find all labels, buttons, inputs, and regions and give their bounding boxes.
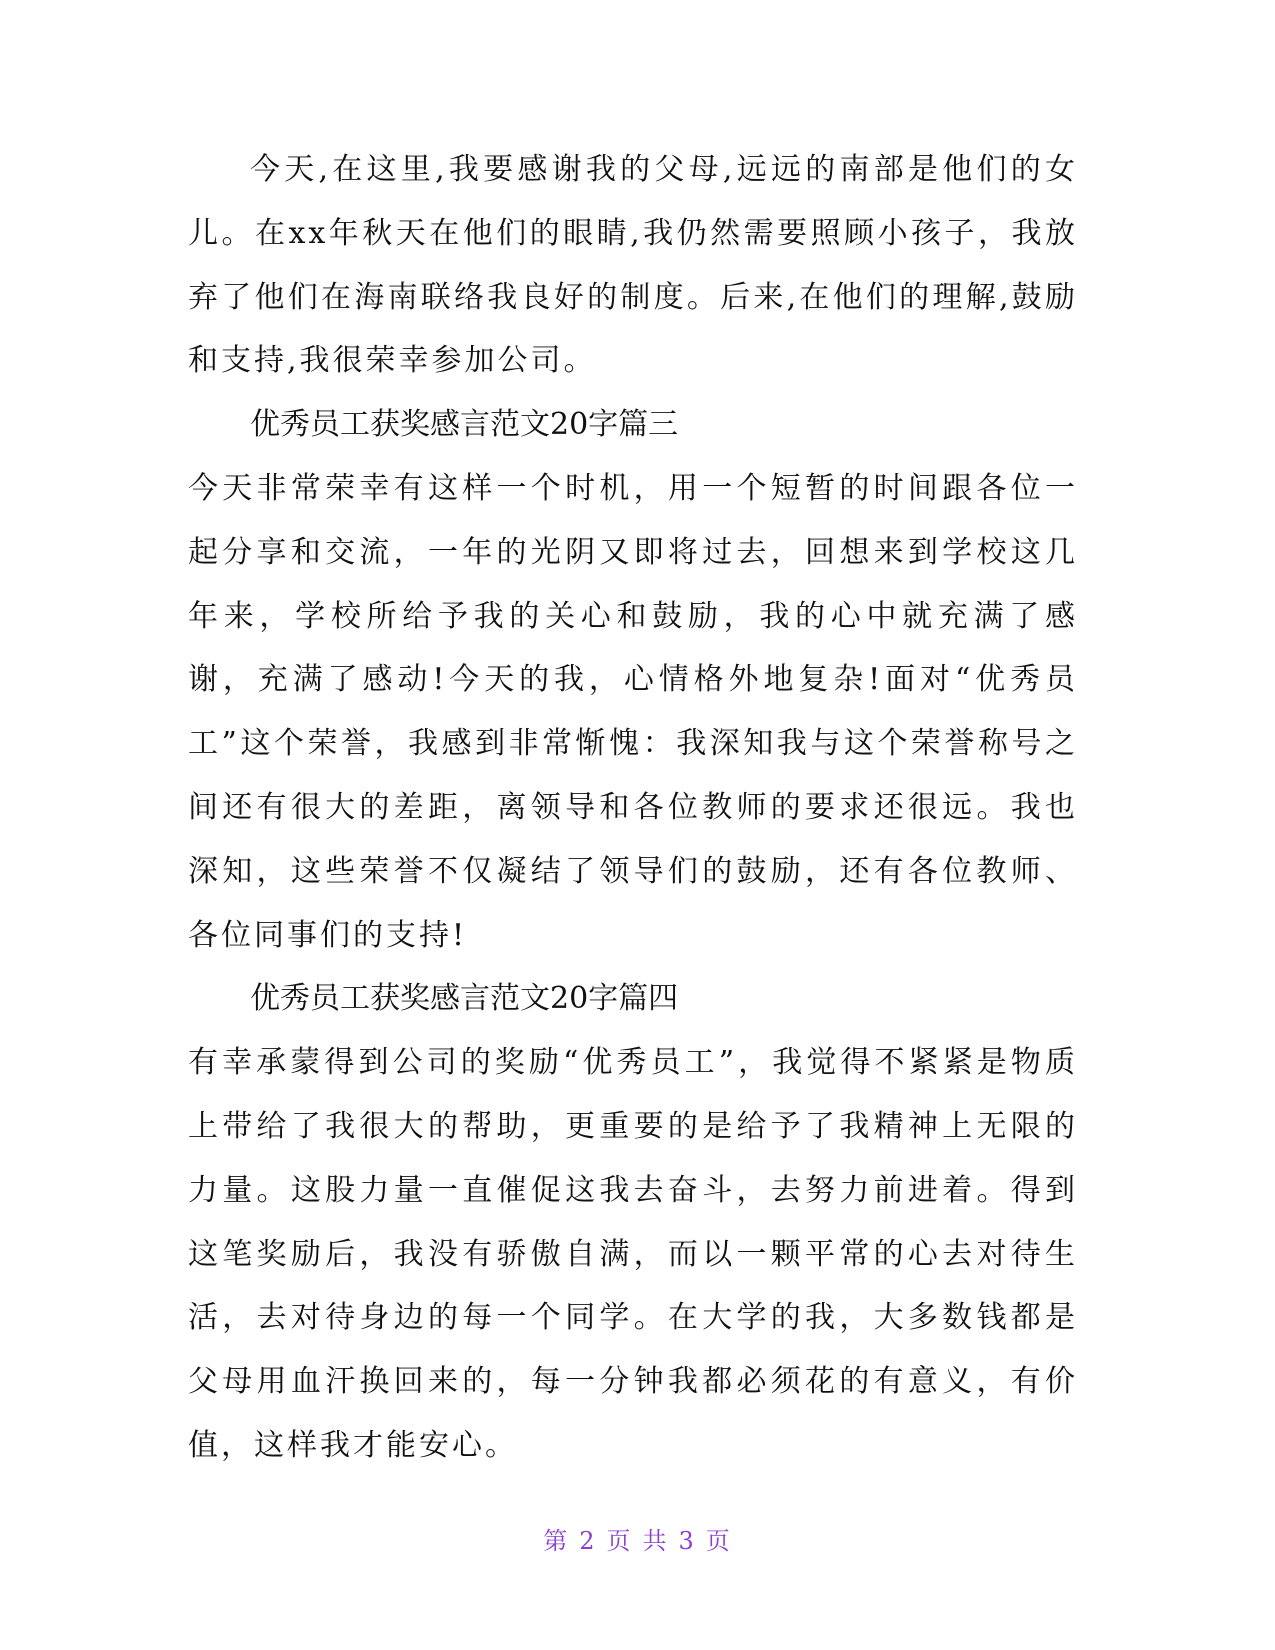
footer-total-pages: 3 [678, 1527, 696, 1555]
footer-current-page: 2 [579, 1527, 597, 1555]
paragraph-thanks-parents: 今天,在这里,我要感谢我的父母,远远的南部是他们的女儿。在xx年秋天在他们的眼睛,我仍然需要照顾小孩子，我放弃了他们在海南联络我良好的制度。后来,在他们的理解,鼓励和支持,我很荣幸参加公司。 [188, 152, 1078, 379]
page-number-footer [0, 1526, 1275, 1556]
footer-page-unit: 页 [606, 1527, 633, 1555]
section-heading-part-four: 优秀员工获奖感言范文20字篇四 [250, 981, 679, 1017]
paragraph-part-four: 有幸承蒙得到公司的奖励“优秀员工”，我觉得不紧紧是物质上带给了我很大的帮助，更重要的是给予了我精神上无限的力量。这股力量一直催促这我去奋斗，去努力前进着。得到这笔奖励后，我没有骄傲自满，而以一颗平常的心去对待生活，去对待身边的每一个同学。在大学的我，大多数钱都是父母用血汗换回来的，每一分钟我都必须花的有意义，有价值，这样我才能安心。 [188, 1045, 1078, 1463]
document-body [188, 138, 1078, 1478]
footer-page-label: 第 [543, 1527, 570, 1555]
section-heading-part-three: 优秀员工获奖感言范文20字篇三 [250, 407, 679, 443]
paragraph-part-three: 今天非常荣幸有这样一个时机，用一个短暂的时间跟各位一起分享和交流，一年的光阴又即将过去，回想来到学校这几年来，学校所给予我的关心和鼓励，我的心中就充满了感谢，充满了感动!今天的我，心情格外地复杂!面对“优秀员工”这个荣誉，我感到非常惭愧：我深知我与这个荣誉称号之间还有很大的差距，离领导和各位教师的要求还很远。我也深知，这些荣誉不仅凝结了领导们的鼓励，还有各位教师、各位同事们的支持! [188, 470, 1078, 953]
footer-total-unit: 页 [705, 1527, 732, 1555]
footer-total-label: 共 [642, 1527, 669, 1555]
